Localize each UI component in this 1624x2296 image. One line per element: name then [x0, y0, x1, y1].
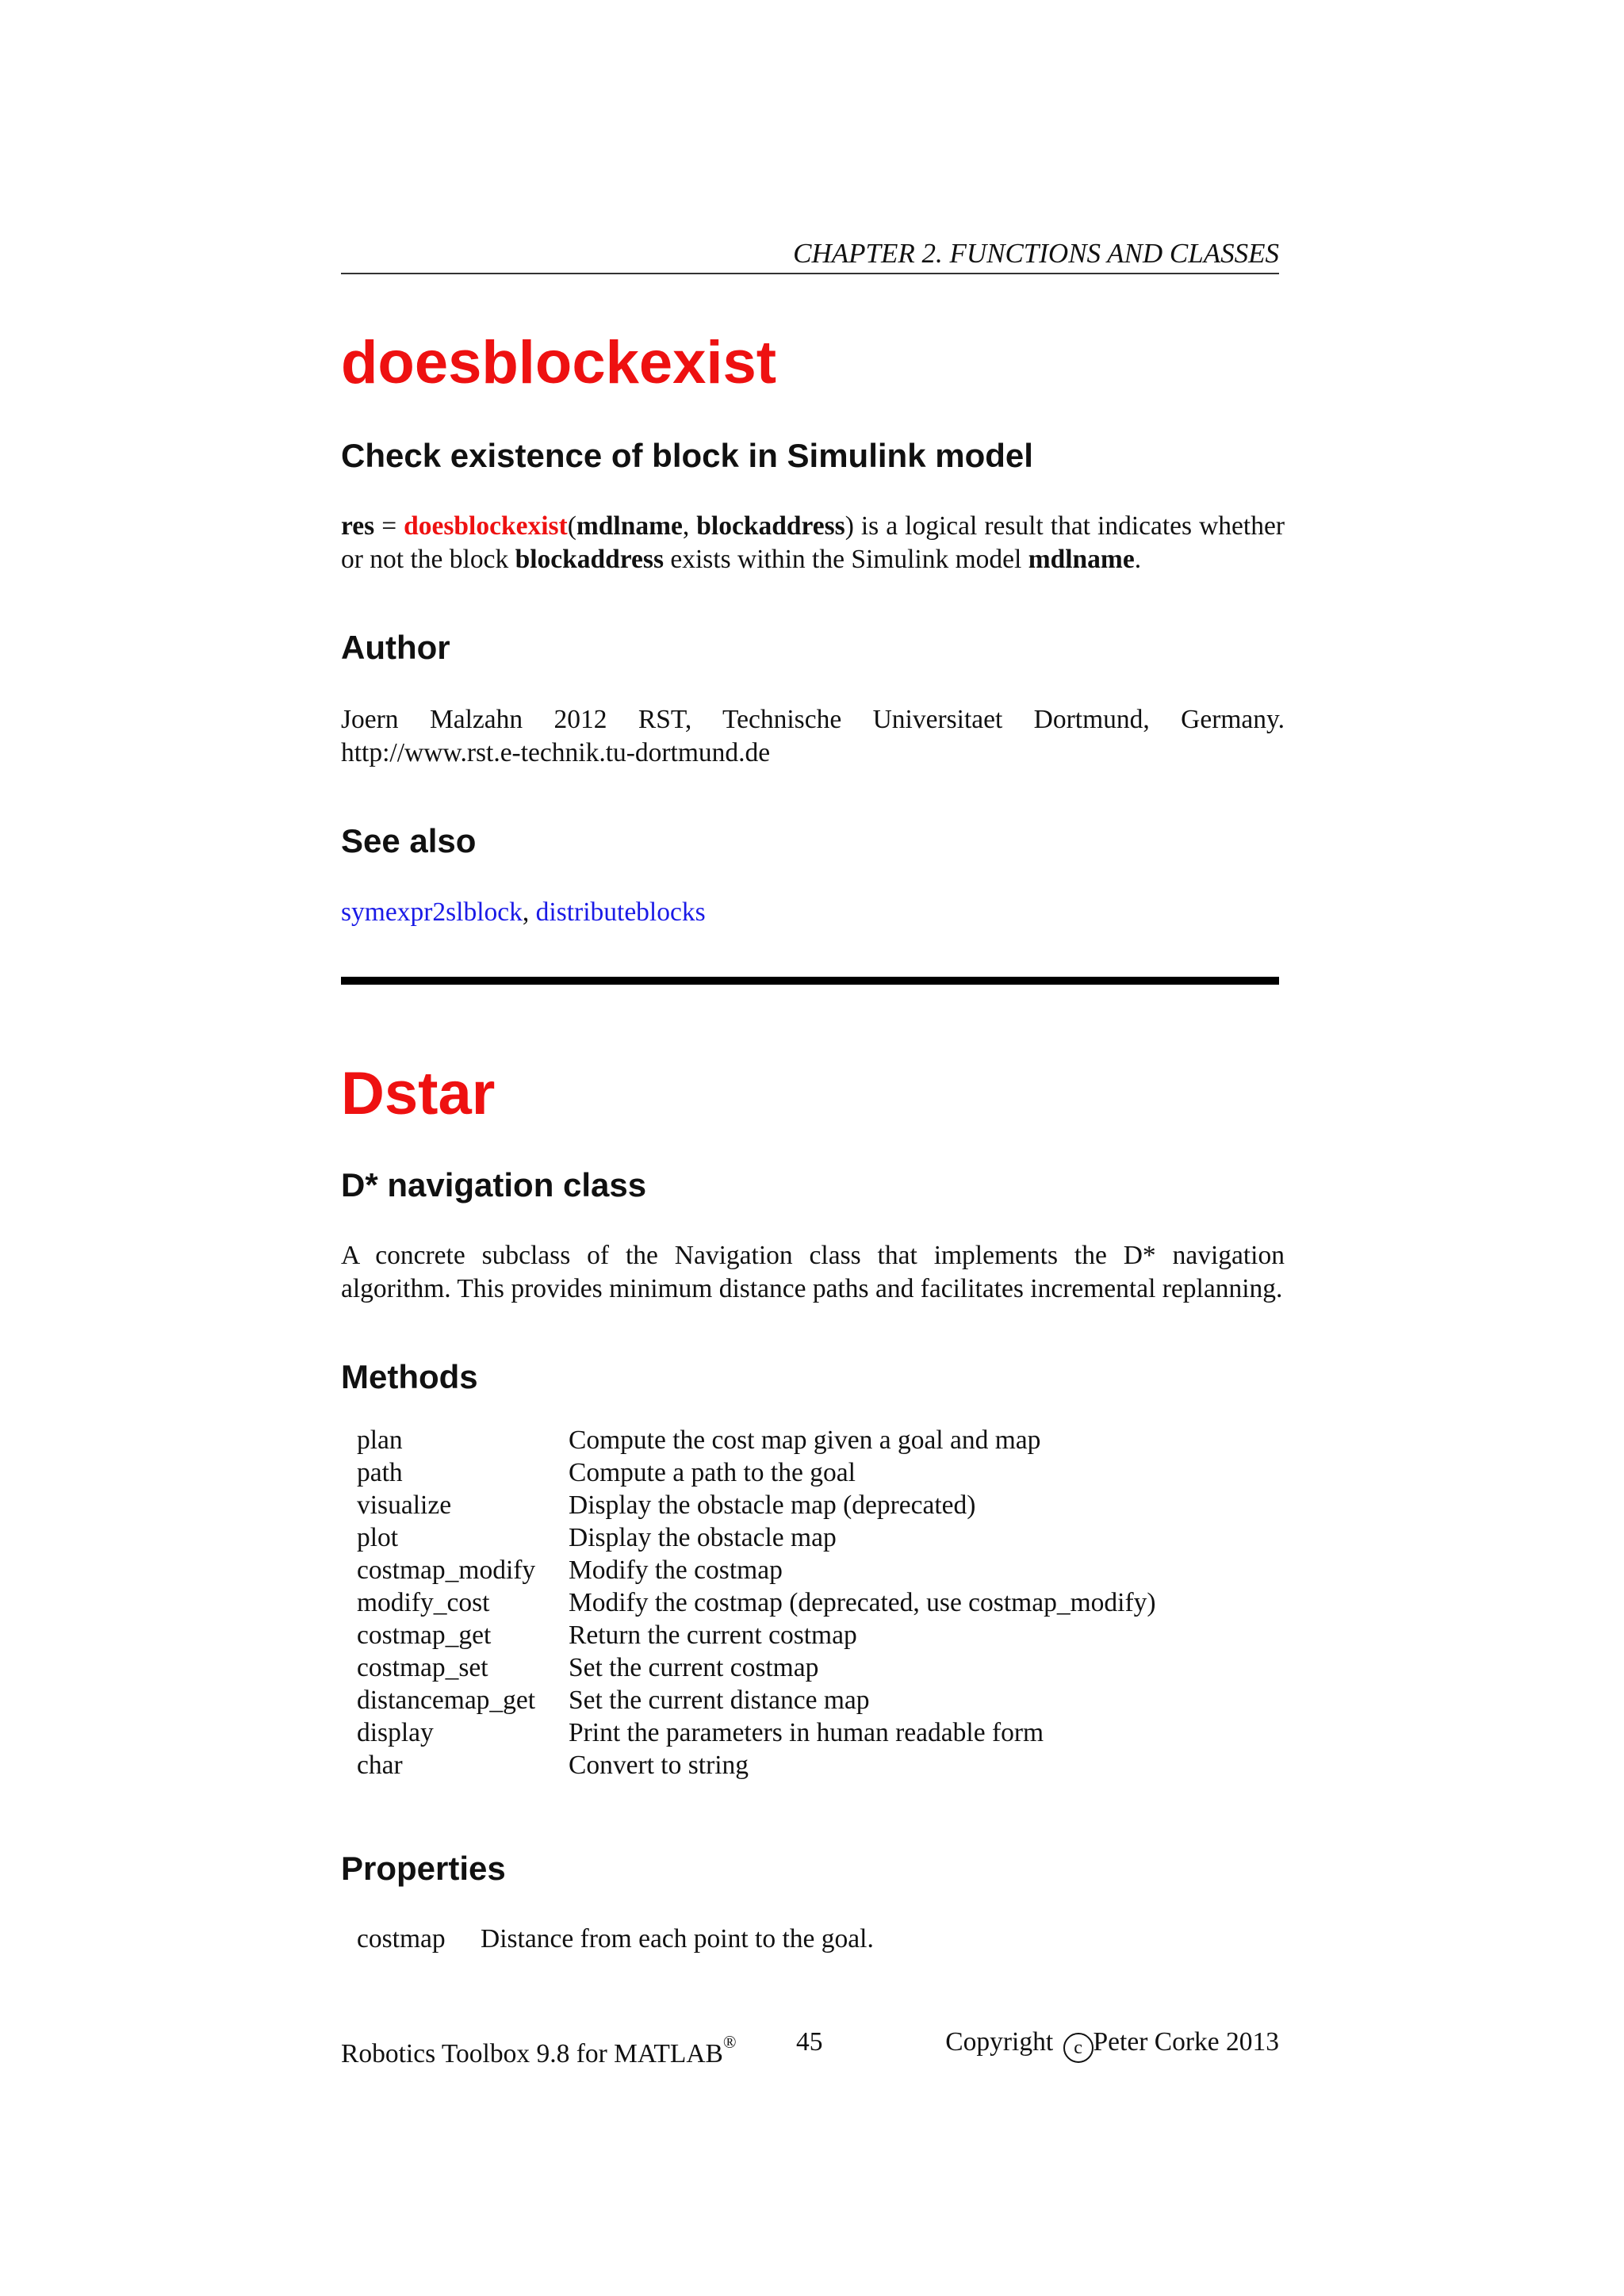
method-name: plan [357, 1425, 403, 1455]
dstar-description: A concrete subclass of the Navigation class that implements the D* navigation algorithm. This provides minimum distance paths and facilitates incremental replanning. [341, 1241, 1285, 1303]
copyright-prefix: Copyright [945, 2027, 1060, 2057]
syntax-comma: , [682, 511, 697, 541]
method-name: plot [357, 1523, 399, 1552]
method-name: modify_cost [357, 1588, 490, 1617]
see-also-links [341, 896, 1285, 929]
entry-title-dstar: Dstar [341, 1060, 496, 1127]
method-name: display [357, 1718, 434, 1747]
method-description: Return the current costmap [569, 1621, 857, 1650]
method-name: costmap_modify [357, 1556, 536, 1585]
method-description: Compute the cost map given a goal and map [569, 1425, 1041, 1455]
link-symexpr2slblock[interactable]: symexpr2slblock [341, 897, 523, 927]
copyright-icon: c [1063, 2033, 1094, 2063]
method-description: Display the obstacle map (deprecated) [569, 1490, 976, 1520]
entry-title-doesblockexist: doesblockexist [341, 329, 777, 396]
syntax-bold-mdlname: mdlname [1028, 545, 1135, 574]
syntax-open-paren: ( [567, 511, 576, 541]
properties-table [357, 1923, 874, 1955]
copyright-holder: Peter Corke 2013 [1093, 2027, 1279, 2057]
method-description: Compute a path to the goal [569, 1458, 856, 1487]
method-description: Set the current costmap [569, 1653, 819, 1682]
method-description: Modify the costmap (deprecated, use costmap_modify) [569, 1588, 1156, 1617]
syntax-arg-mdlname: mdlname [576, 511, 683, 541]
method-description: Convert to string [569, 1751, 749, 1780]
method-name: costmap_set [357, 1653, 488, 1682]
see-also-heading: See also [341, 822, 477, 859]
syntax-paragraph [341, 510, 1285, 576]
section-divider [341, 977, 1279, 985]
syntax-close-paren: ) [845, 511, 854, 541]
method-name: path [357, 1458, 403, 1487]
entry-subtitle-dstar: D* navigation class [341, 1166, 647, 1203]
method-name: distancemap_get [357, 1686, 536, 1715]
author-heading: Author [341, 629, 450, 666]
method-name: char [357, 1751, 403, 1780]
method-description: Display the obstacle map [569, 1523, 837, 1552]
property-name: costmap [357, 1924, 446, 1954]
footer-copyright [945, 2026, 1279, 2063]
syntax-description-part2: exists within the Simulink model [664, 545, 1028, 574]
methods-heading: Methods [341, 1358, 478, 1395]
link-distributeblocks[interactable]: distributeblocks [535, 897, 706, 927]
footer-title [341, 2026, 737, 2070]
see-also-separator: , [522, 897, 536, 927]
syntax-period: . [1134, 545, 1142, 574]
registered-mark: ® [722, 2032, 737, 2052]
property-description: Distance from each point to the goal. [481, 1924, 874, 1954]
methods-table [357, 1424, 1156, 1781]
author-text: Joern Malzahn 2012 RST, Technische Universitaet Dortmund, Germany. http://www.rst.e-technik.tu-dortmund.de [341, 705, 1285, 767]
running-header: CHAPTER 2. FUNCTIONS AND CLASSES [341, 238, 1279, 274]
syntax-equals: = [374, 511, 404, 541]
method-description: Print the parameters in human readable form [569, 1718, 1044, 1747]
properties-heading: Properties [341, 1850, 506, 1887]
method-name: costmap_get [357, 1621, 492, 1650]
syntax-bold-blockaddress: blockaddress [515, 545, 664, 574]
syntax-arg-blockaddress: blockaddress [696, 511, 845, 541]
footer-title-text: Robotics Toolbox 9.8 for MATLAB [341, 2039, 723, 2068]
page-number: 45 [796, 2027, 823, 2057]
syntax-description-part1: is a logical result that indicates whether or not the block [341, 511, 1285, 574]
syntax-function-name: doesblockexist [404, 511, 568, 541]
method-name: visualize [357, 1490, 452, 1520]
method-description: Set the current distance map [569, 1686, 870, 1715]
method-description: Modify the costmap [569, 1556, 783, 1585]
syntax-return-var: res [341, 511, 375, 541]
entry-subtitle: Check existence of block in Simulink model [341, 437, 1033, 474]
